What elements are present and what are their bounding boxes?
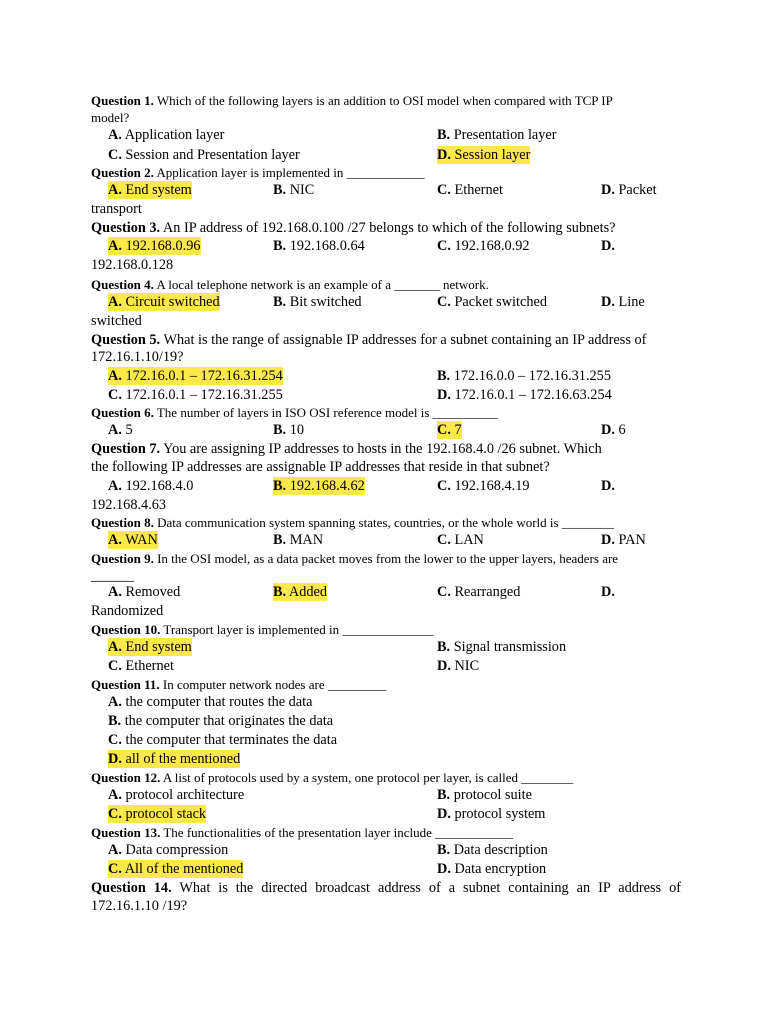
option-a: A. 192.168.4.0 [108, 478, 194, 494]
option-d: D. 6 [601, 422, 626, 438]
option-d-answer: D. Session layer [437, 147, 531, 163]
question-5-stem-continued: 172.16.1.10/19? [91, 349, 184, 365]
option-b-answer: B. Added [273, 584, 328, 600]
question-2-stem: Question 2. Application layer is implemented in ____________ [91, 165, 425, 180]
option-c: C. the computer that terminates the data [108, 732, 338, 748]
option-a: A. 5 [108, 422, 133, 438]
option-c-answer: C. protocol stack [108, 806, 207, 822]
option-b: B. protocol suite [437, 787, 532, 803]
option-a: A. protocol architecture [108, 787, 245, 803]
option-a-answer: A. Circuit switched [108, 294, 220, 310]
option-a-answer: A. End system [108, 182, 192, 198]
option-d: D. Packet [601, 182, 657, 198]
question-7-stem: Question 7. You are assigning IP addresses to hosts in the 192.168.4.0 /26 subnet. Which [91, 441, 602, 457]
option-a-answer: A. End system [108, 639, 192, 655]
option-b: B. 10 [273, 422, 304, 438]
option-c: C. Session and Presentation layer [108, 147, 300, 163]
option-a: A. Application layer [108, 127, 225, 143]
option-c: C. 192.168.0.92 [437, 238, 530, 254]
option-a-answer: A. WAN [108, 532, 158, 548]
option-d: D. PAN [601, 532, 646, 548]
option-a-answer: A. 172.16.0.1 – 172.16.31.254 [108, 368, 283, 384]
option-c: C. Ethernet [437, 182, 503, 198]
question-9-option-d-wrap: Randomized [91, 603, 164, 619]
question-6-stem: Question 6. The number of layers in ISO OSI reference model is __________ [91, 405, 498, 420]
option-d: D. 172.16.0.1 – 172.16.63.254 [437, 387, 612, 403]
option-d: D. Data encryption [437, 861, 547, 877]
question-7-option-d-wrap: 192.168.4.63 [91, 497, 167, 513]
option-b: B. 172.16.0.0 – 172.16.31.255 [437, 368, 611, 384]
option-d: D. NIC [437, 658, 480, 674]
question-2-option-d-wrap: transport [91, 201, 142, 217]
option-b: B. MAN [273, 532, 324, 548]
option-a-answer: A. 192.168.0.96 [108, 238, 201, 254]
question-9-stem: Question 9. In the OSI model, as a data packet moves from the lower to the upper layers, headers are [91, 551, 619, 566]
question-4-option-d-wrap: switched [91, 313, 142, 329]
option-c: C. Rearranged [437, 584, 521, 600]
option-b: B. NIC [273, 182, 315, 198]
option-d: D. [601, 478, 615, 494]
option-c: C. Ethernet [108, 658, 174, 674]
option-c-answer: C. 7 [437, 422, 462, 438]
question-1-stem-continued: model? [91, 110, 130, 125]
option-d-answer: D. all of the mentioned [108, 751, 241, 767]
question-3-option-d-wrap: 192.168.0.128 [91, 257, 174, 273]
option-b: B. Bit switched [273, 294, 362, 310]
question-4-stem: Question 4. A local telephone network is an example of a _______ network. [91, 277, 489, 292]
question-8-stem: Question 8. Data communication system spanning states, countries, or the whole world is ________ [91, 515, 614, 530]
option-b: B. 192.168.0.64 [273, 238, 365, 254]
option-c: C. LAN [437, 532, 484, 548]
question-5-stem: Question 5. What is the range of assignable IP addresses for a subnet containing an IP address of [91, 332, 647, 348]
option-b: B. Data description [437, 842, 548, 858]
option-c: C. 172.16.0.1 – 172.16.31.255 [108, 387, 283, 403]
option-c: C. Packet switched [437, 294, 547, 310]
option-b: B. Signal transmission [437, 639, 567, 655]
question-3-stem: Question 3. An IP address of 192.168.0.100 /27 belongs to which of the following subnets? [91, 220, 616, 236]
option-d: D. [601, 238, 615, 254]
option-c-answer: C. All of the mentioned [108, 861, 244, 877]
option-d: D. protocol system [437, 806, 546, 822]
question-13-stem: Question 13. The functionalities of the presentation layer include ____________ [91, 825, 514, 840]
option-a: A. Data compression [108, 842, 229, 858]
question-12-stem: Question 12. A list of protocols used by a system, one protocol per layer, is called ________ [91, 770, 574, 785]
question-14-stem: Question 14. What is the directed broadcast address of a subnet containing an IP address of [91, 880, 681, 896]
option-b: B. the computer that originates the data [108, 713, 334, 729]
option-b: B. Presentation layer [437, 127, 557, 143]
question-11-stem: Question 11. In computer network nodes are _________ [91, 677, 387, 692]
question-1-stem: Question 1. Which of the following layers is an addition to OSI model when compared with TCP IP [91, 93, 613, 108]
option-b-answer: B. 192.168.4.62 [273, 478, 365, 494]
option-d: D. Line [601, 294, 645, 310]
question-9-stem-blank: ______ [91, 568, 134, 584]
option-a: A. the computer that routes the data [108, 694, 313, 710]
question-7-stem-continued: the following IP addresses are assignable IP addresses that reside in that subnet? [91, 459, 550, 475]
question-14-stem-continued: 172.16.1.10 /19? [91, 898, 188, 914]
option-d: D. [601, 584, 615, 600]
question-10-stem: Question 10. Transport layer is implemented in ______________ [91, 622, 434, 637]
option-a: A. Removed [108, 584, 181, 600]
option-c: C. 192.168.4.19 [437, 478, 530, 494]
